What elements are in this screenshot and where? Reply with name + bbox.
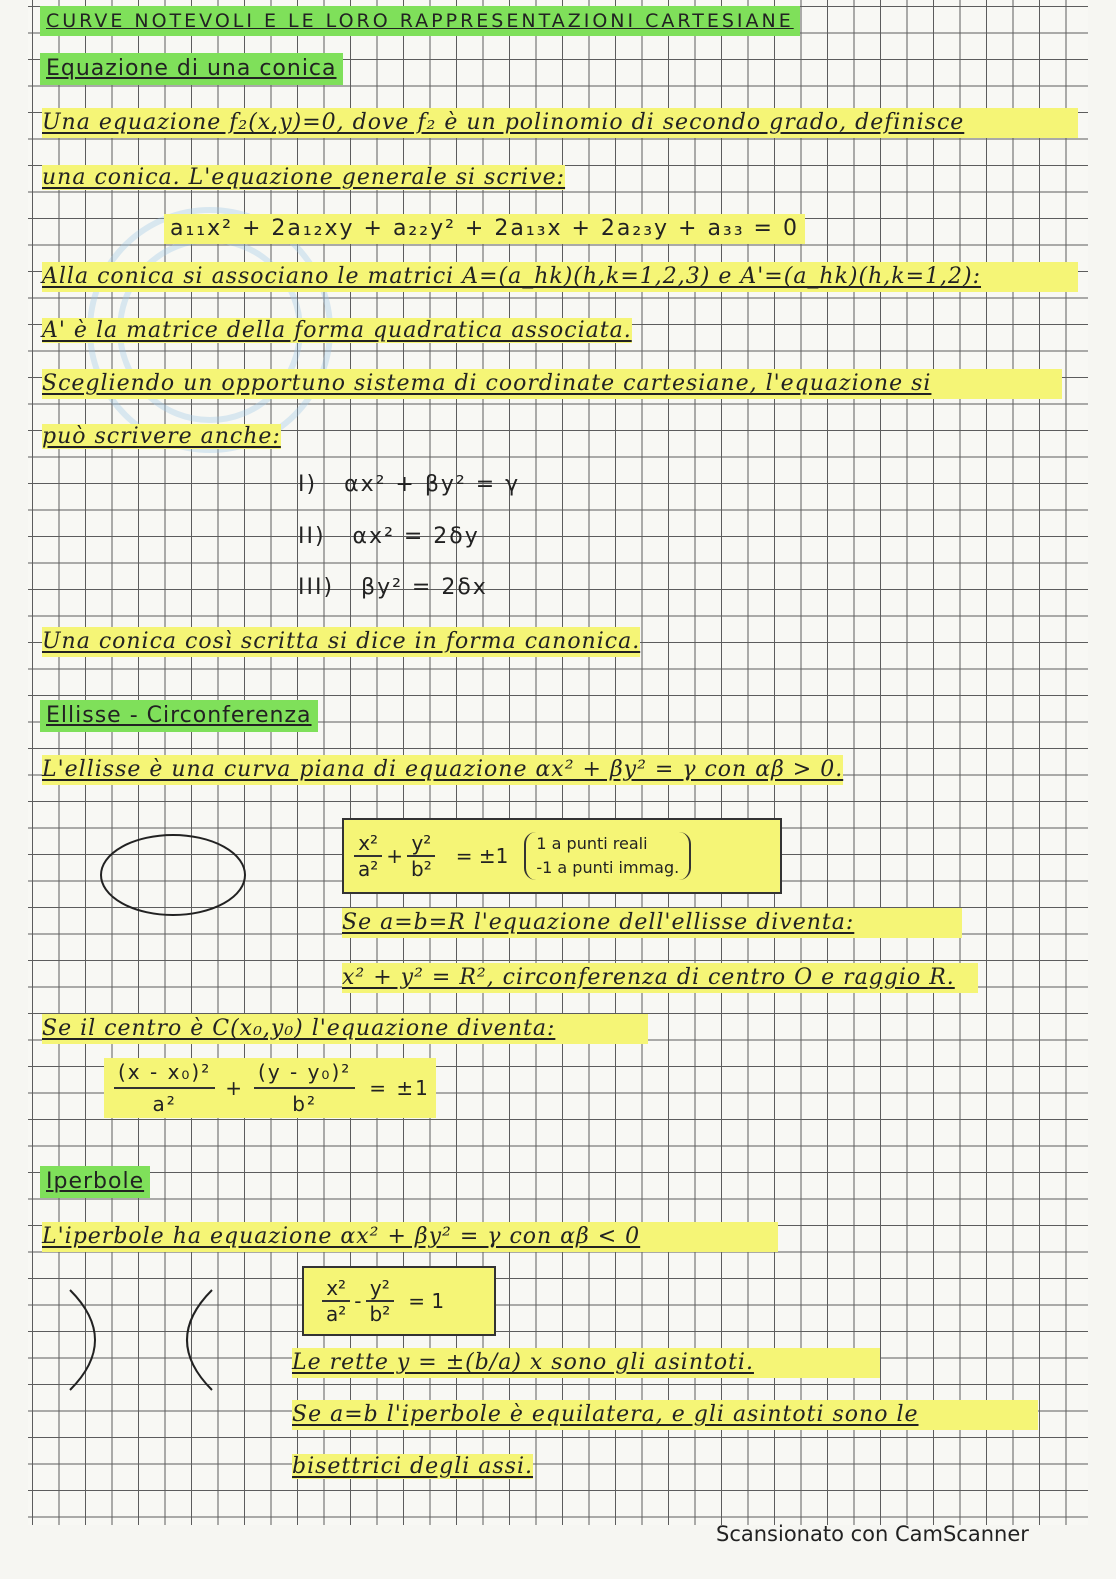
iperbole-text-4: bisettrici degli assi. [292, 1454, 533, 1479]
page-title: CURVE NOTEVOLI E LE LORO RAPPRESENTAZIONI CARTESIANE [40, 6, 800, 36]
ellisse-text-4: Se il centro è C(x₀,y₀) l'equazione diventa: [42, 1014, 648, 1044]
conica-text-4: A' è la matrice della forma quadratica associata. [42, 318, 632, 343]
scanner-footer: Scansionato con CamScanner [716, 1522, 1029, 1546]
hyperbola-sketch [62, 1280, 222, 1400]
ellisse-text-2: Se a=b=R l'equazione dell'ellisse diventa: [342, 908, 962, 938]
conica-text-5: Scegliendo un opportuno sistema di coordinate cartesiane, l'equazione si [42, 369, 1062, 399]
general-equation: a₁₁x² + 2a₁₂xy + a₂₂y² + 2a₁₃x + 2a₂₃y + a₃₃ = 0 [164, 214, 805, 244]
conica-text-2: una conica. L'equazione generale si scrive: [42, 165, 566, 190]
ellipse-sketch [98, 830, 248, 920]
hyperbola-canonical-box: $\frac{\text{x²}}{\text{a²}}$ - $\frac{\text{y²}}{\text{b²}}$ = 1 [302, 1266, 496, 1336]
heading-conica: Equazione di una conica [40, 53, 343, 85]
conica-text-3: Alla conica si associano le matrici A=(a_hk)(h,k=1,2,3) e A'=(a_hk)(h,k=1,2): [42, 262, 1078, 292]
iperbole-text-2: Le rette y = ±(b/a) x sono gli asintoti. [292, 1348, 880, 1378]
form-2: II) αx² = 2δy [298, 524, 480, 549]
heading-ellisse: Ellisse - Circonferenza [40, 700, 318, 732]
conica-text-7: Una conica così scritta si dice in forma canonica. [42, 627, 640, 657]
iperbole-text-1: L'iperbole ha equazione αx² + βy² = γ con αβ < 0 [42, 1222, 778, 1252]
ellisse-text-3: x² + y² = R², circonferenza di centro O e raggio R. [342, 963, 978, 993]
ellisse-text-1: L'ellisse è una curva piana di equazione αx² + βy² = γ con αβ > 0. [42, 755, 843, 785]
heading-iperbole: Iperbole [40, 1166, 150, 1198]
conica-text-6: può scrivere anche: [42, 424, 281, 449]
ellipse-canonical-box: $\frac{\text{x²}}{\text{a²}}$ + $\frac{\text{y²}}{\text{b²}}$ = ±1 1 a punti reali -1 a punti immag. [342, 818, 782, 894]
form-3: III) βy² = 2δx [298, 575, 488, 600]
form-1: I) αx² + βy² = γ [298, 472, 521, 497]
conica-text-1: Una equazione f₂(x,y)=0, dove f₂ è un polinomio di secondo grado, definisce [42, 108, 1078, 138]
ellipse-shifted-equation: $\frac{\text{(x - x₀)²}}{\text{a²}}$ + $\frac{\text{(y - y₀)²}}{\text{b²}}$ = ±1 [104, 1058, 436, 1118]
iperbole-text-3: Se a=b l'iperbole è equilatera, e gli asintoti sono le [292, 1400, 1038, 1430]
